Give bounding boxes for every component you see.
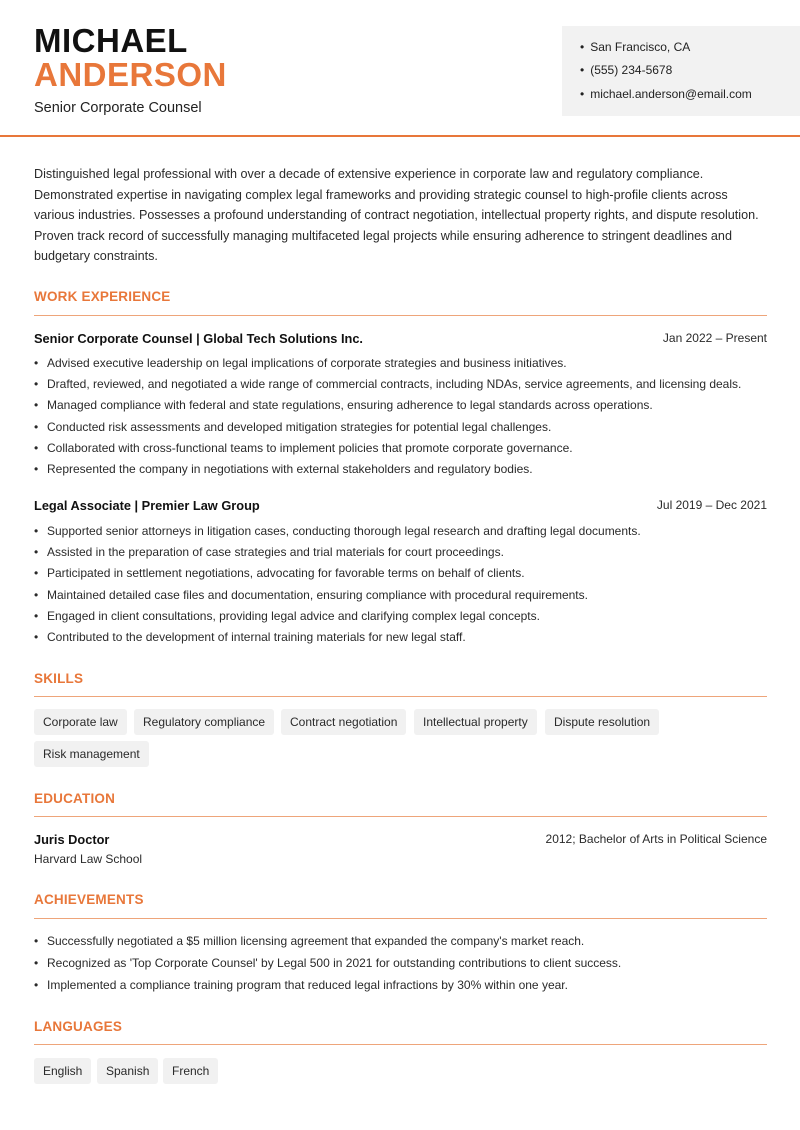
list-item: • Contributed to the development of internal training materials for new legal staff. — [34, 627, 769, 648]
professional-summary: Distinguished legal professional with over a decade of extensive experience in corporate law and regulatory compliance. Demonstrated expertise in navigating complex legal frameworks and providing strategic counsel to high-profile clients across various industries. Possesses a profound understanding of contract negotiation, intellectual property rights, and dispute resolution. Proven track record of successfully managing multifaceted legal projects while ensuring adherence to stringent deadlines and budgetary constraints. — [34, 167, 759, 263]
skill-chip: Dispute resolution — [545, 709, 659, 735]
job-entry-title: Senior Corporate Counsel | Global Tech Solutions Inc. — [34, 331, 363, 346]
list-item: • Maintained detailed case files and documentation, ensuring compliance with procedural requirements. — [34, 585, 769, 606]
section-divider — [34, 918, 767, 919]
job-entry-title: Legal Associate | Premier Law Group — [34, 498, 260, 513]
list-item: • Successfully negotiated a $5 million licensing agreement that expanded the company's market reach. — [34, 930, 769, 952]
skill-chip: Risk management — [34, 741, 149, 767]
job-entry-dates: Jan 2022 – Present — [662, 331, 767, 345]
job-entry-dates: Jul 2019 – Dec 2021 — [656, 498, 767, 512]
section-title-education: EDUCATION — [34, 791, 116, 806]
section-title-work: WORK EXPERIENCE — [34, 289, 171, 304]
achievements-list — [34, 930, 769, 996]
list-item: • Collaborated with cross-functional teams to implement policies that promote corporate governance. — [34, 438, 769, 459]
list-item: • Recognized as 'Top Corporate Counsel' by Legal 500 in 2021 for outstanding contributions to client success. — [34, 952, 769, 974]
section-divider — [34, 1044, 767, 1045]
skill-chip: Contract negotiation — [281, 709, 406, 735]
last-name: ANDERSON — [34, 56, 227, 93]
job-title: Senior Corporate Counsel — [34, 100, 202, 116]
education-degree: Juris Doctor — [34, 832, 110, 847]
language-chip: French — [163, 1058, 218, 1084]
education-school: Harvard Law School — [34, 852, 143, 866]
contact-box — [562, 26, 800, 116]
list-item: • Managed compliance with federal and state regulations, ensuring adherence to legal standards across operations. — [34, 395, 769, 416]
first-name: MICHAEL — [34, 22, 188, 59]
skill-chip: Intellectual property — [414, 709, 537, 735]
list-item: • Supported senior attorneys in litigation cases, conducting thorough legal research and drafting legal documents. — [34, 521, 769, 542]
language-chip: English — [34, 1058, 91, 1084]
section-divider — [34, 816, 767, 817]
section-title-languages: LANGUAGES — [34, 1019, 123, 1034]
section-title-achievements: ACHIEVEMENTS — [34, 892, 144, 907]
section-title-skills: SKILLS — [34, 671, 84, 686]
list-item: • Drafted, reviewed, and negotiated a wide range of commercial contracts, including NDAs, service agreements, and licensing deals. — [34, 374, 769, 395]
list-item: • Implemented a compliance training program that reduced legal infractions by 30% within one year. — [34, 974, 769, 996]
education-details: 2012; Bachelor of Arts in Political Science — [545, 832, 767, 846]
contact-location: • San Francisco, CA — [580, 40, 690, 54]
list-item: • Advised executive leadership on legal implications of corporate strategies and business initiatives. — [34, 353, 769, 374]
resume-header — [0, 0, 800, 137]
skill-chip: Regulatory compliance — [134, 709, 274, 735]
list-item: • Conducted risk assessments and developed mitigation strategies for potential legal challenges. — [34, 417, 769, 438]
section-divider — [34, 696, 767, 697]
list-item: • Engaged in client consultations, providing legal advice and clarifying complex legal concepts. — [34, 606, 769, 627]
job-entry-bullets — [34, 521, 769, 648]
list-item: • Participated in settlement negotiations, advocating for favorable terms on behalf of clients. — [34, 563, 769, 584]
job-entry-bullets — [34, 353, 769, 480]
contact-email: • michael.anderson@email.com — [580, 87, 752, 101]
list-item: • Assisted in the preparation of case strategies and trial materials for court proceedings. — [34, 542, 769, 563]
section-divider — [34, 315, 767, 316]
contact-phone: • (555) 234-5678 — [580, 63, 672, 77]
skill-chip: Corporate law — [34, 709, 127, 735]
list-item: • Represented the company in negotiations with external stakeholders and regulatory bodies. — [34, 459, 769, 480]
language-chip: Spanish — [97, 1058, 158, 1084]
